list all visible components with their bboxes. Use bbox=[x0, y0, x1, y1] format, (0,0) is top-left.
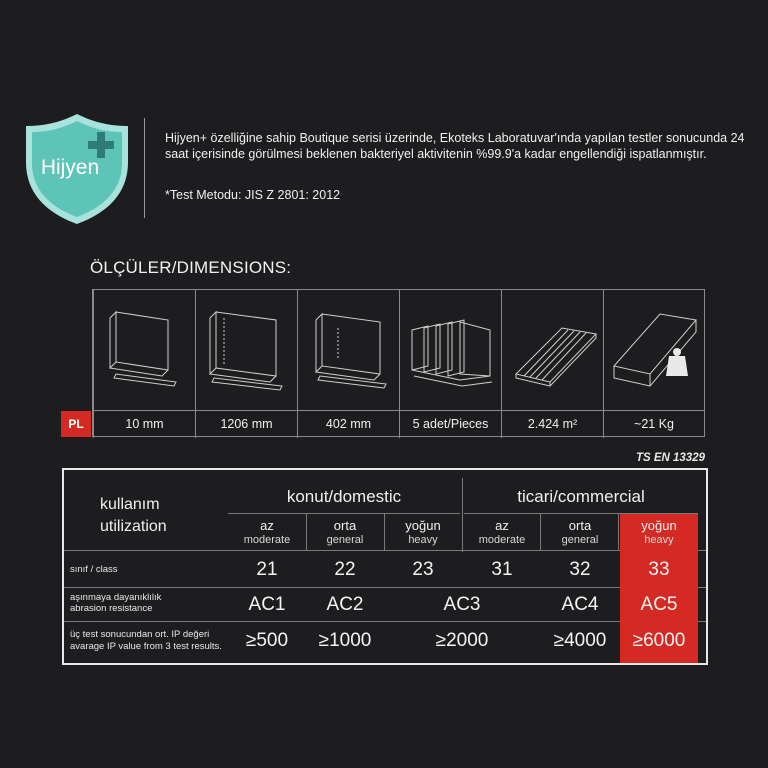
row-divider bbox=[64, 550, 706, 551]
abrasion-value: AC4 bbox=[561, 594, 599, 615]
class-value: 21 bbox=[256, 559, 278, 580]
weight-icon bbox=[604, 290, 705, 410]
utilization-title-tr: kullanım bbox=[100, 496, 160, 513]
ip-row-label-en: avarage IP value from 3 test results. bbox=[70, 641, 222, 652]
row-divider bbox=[64, 621, 706, 622]
group-divider bbox=[462, 478, 463, 552]
dimension-cell-length bbox=[195, 290, 297, 438]
level-domestic-heavy: yoğun heavy bbox=[405, 518, 441, 546]
dimension-cell-width bbox=[297, 290, 399, 438]
ip-value: ≥1000 bbox=[318, 630, 372, 651]
level-commercial-general: orta general bbox=[561, 518, 599, 546]
level-domestic-general: orta general bbox=[326, 518, 364, 546]
domestic-underline bbox=[228, 513, 460, 514]
domestic-header: konut/domestic bbox=[286, 487, 402, 506]
class-row-label: sınıf / class bbox=[70, 564, 118, 575]
test-method: *Test Metodu: JIS Z 2801: 2012 bbox=[165, 188, 341, 202]
dimension-label-width: 402 mm bbox=[325, 417, 372, 431]
hijyen-shield-icon bbox=[22, 110, 132, 228]
dimension-cell-thickness bbox=[93, 290, 195, 438]
dimension-label-pieces: 5 adet/Pieces bbox=[412, 417, 489, 431]
standard-label: TS EN 13329 bbox=[635, 452, 705, 464]
dimension-label-length: 1206 mm bbox=[220, 417, 273, 431]
dimension-cell-pieces bbox=[399, 290, 501, 438]
ip-row-label-tr: üç test sonucundan ort. IP değeri bbox=[70, 629, 210, 640]
level-commercial-heavy: yoğun heavy bbox=[641, 518, 677, 546]
abrasion-row-label-tr: aşınmaya dayanıklılık bbox=[70, 592, 162, 603]
divider bbox=[144, 118, 145, 218]
ip-value: ≥500 bbox=[245, 630, 289, 651]
level-domestic-moderate: az moderate bbox=[243, 518, 291, 546]
plank-width-icon bbox=[298, 290, 400, 410]
class-value: 22 bbox=[334, 559, 356, 580]
plank-length-icon bbox=[196, 290, 298, 410]
abrasion-row-label-en: abrasion resistance bbox=[70, 603, 153, 614]
pl-badge: PL bbox=[61, 411, 91, 437]
commercial-header: ticari/commercial bbox=[517, 487, 645, 506]
plank-thickness-icon bbox=[94, 290, 196, 410]
level-divider bbox=[618, 514, 619, 550]
level-divider bbox=[540, 514, 541, 550]
utilization-table bbox=[62, 468, 708, 665]
plank-stack-icon bbox=[400, 290, 502, 410]
dimension-label-thickness: 10 mm bbox=[125, 417, 164, 431]
dimension-label-area bbox=[502, 411, 603, 438]
dimensions-title: ÖLÇÜLER/DIMENSIONS: bbox=[90, 258, 292, 277]
level-commercial-moderate: az moderate bbox=[478, 518, 526, 546]
dimension-cell-weight bbox=[603, 290, 704, 438]
abrasion-value: AC3 bbox=[443, 594, 481, 615]
abrasion-value: AC2 bbox=[326, 594, 364, 615]
ip-value: ≥2000 bbox=[435, 630, 489, 651]
class-value: 23 bbox=[412, 559, 434, 580]
floor-area-icon bbox=[502, 290, 604, 410]
ip-value: ≥4000 bbox=[553, 630, 607, 651]
ip-value: ≥6000 bbox=[632, 630, 686, 651]
dimension-cell-area bbox=[501, 290, 603, 438]
utilization-title-en: utilization bbox=[100, 518, 167, 535]
dimensions-table bbox=[92, 289, 705, 437]
hijyen-badge-text: Hijyen bbox=[40, 156, 100, 179]
class-value: 32 bbox=[569, 559, 591, 580]
abrasion-value: AC1 bbox=[248, 594, 286, 615]
abrasion-value: AC5 bbox=[640, 594, 678, 615]
hygiene-description: Hijyen+ özelliğine sahip Boutique serisi üzerinde, Ekoteks Laboratuvar'ında yapılan testler sonucunda 24 saat içerisinde görülmesi beklenen bakteriyel aktivitenin %99.9'a kadar engellendiği ispatlanmıştır. bbox=[165, 131, 745, 161]
class-value: 31 bbox=[491, 559, 513, 580]
class-value: 33 bbox=[648, 559, 670, 580]
dimension-label-weight: ~21 Kg bbox=[634, 417, 674, 431]
row-divider bbox=[64, 587, 706, 588]
dimension-area-value: 2.424 m² bbox=[527, 417, 578, 431]
